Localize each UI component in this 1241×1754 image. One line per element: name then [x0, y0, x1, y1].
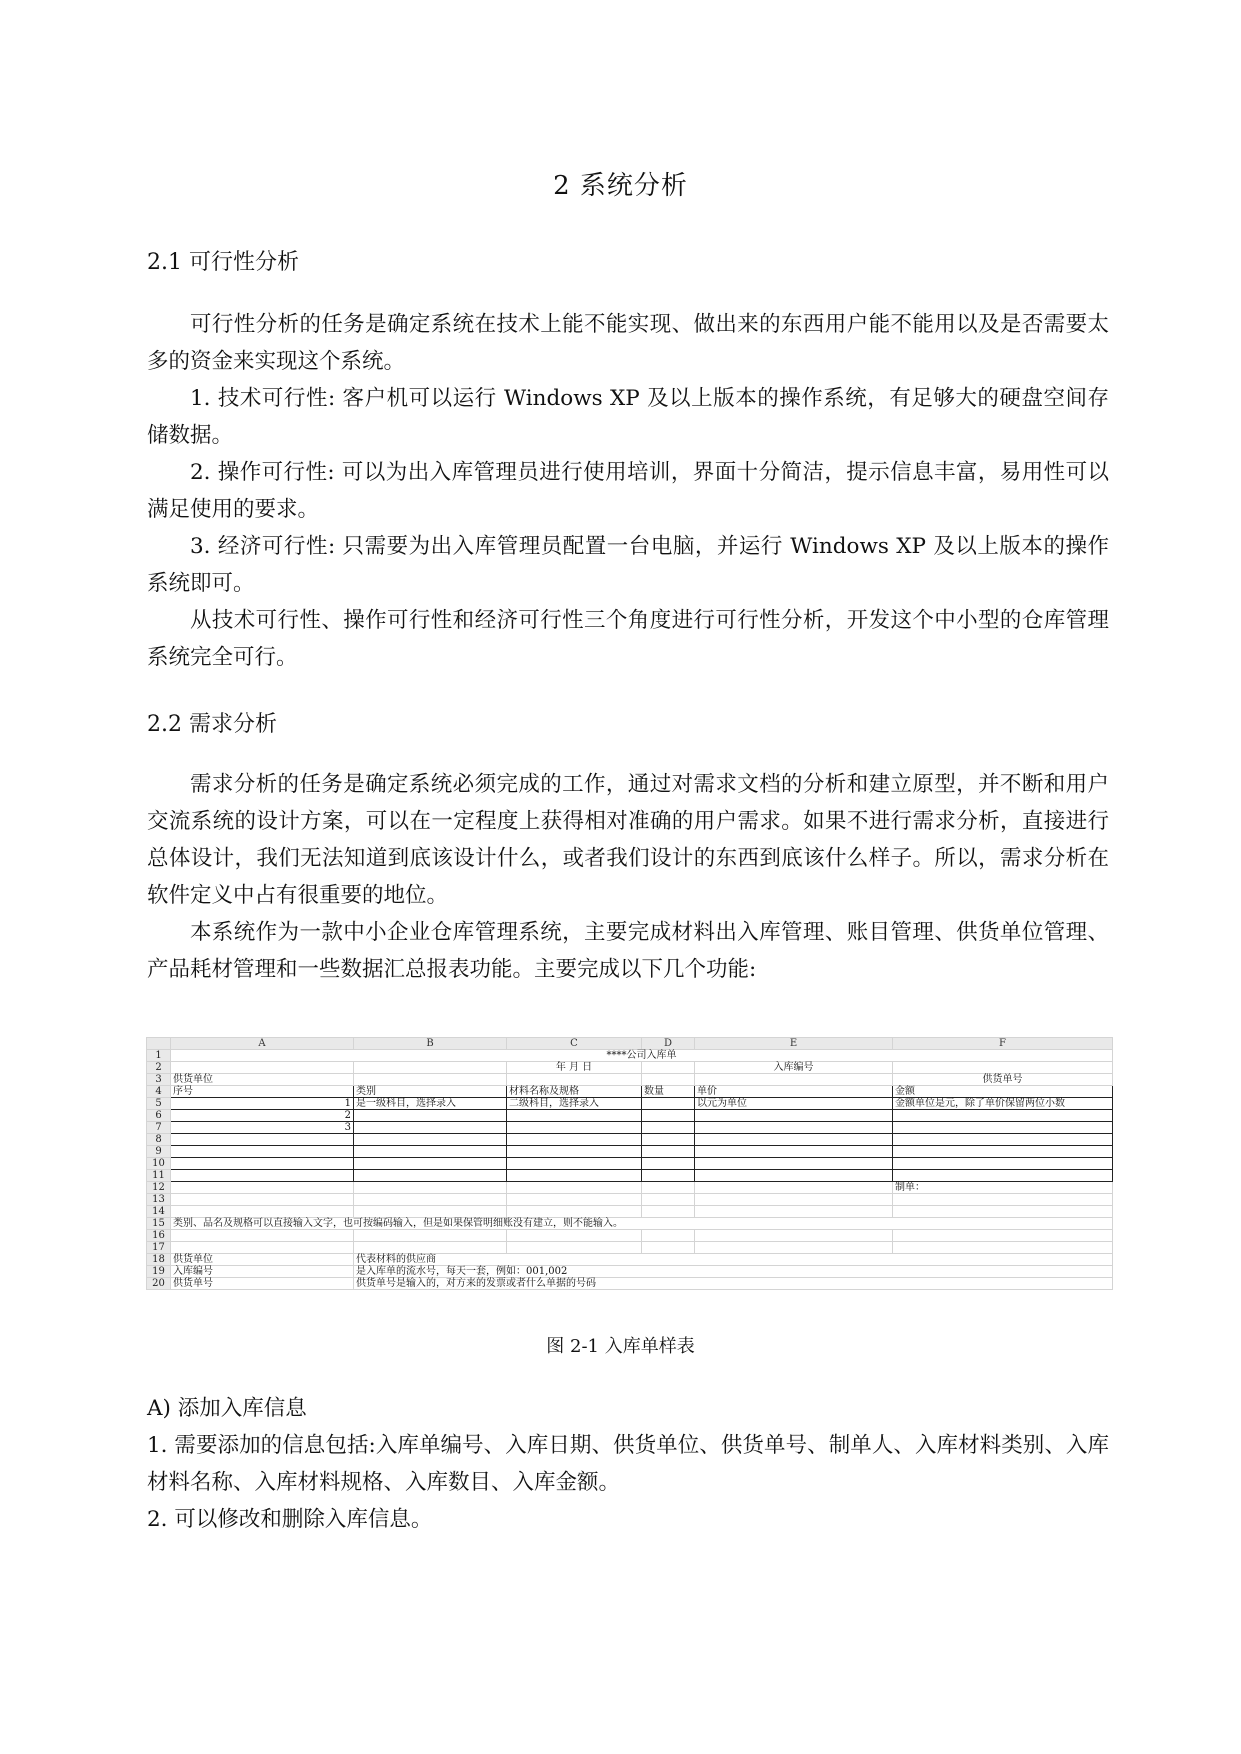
- row-number: 8: [147, 1134, 171, 1146]
- row-number: 18: [147, 1254, 171, 1266]
- col-header-c: C: [507, 1038, 642, 1050]
- section-a-heading: A) 添加入库信息: [147, 1396, 307, 1421]
- legend-term: 供货单位: [171, 1254, 354, 1266]
- header-quantity: 数量: [642, 1086, 695, 1098]
- col-header-e: E: [695, 1038, 893, 1050]
- row-number: 10: [147, 1158, 171, 1170]
- col-header-f: F: [893, 1038, 1113, 1050]
- figure-caption: 图 2-1 入库单样表: [546, 1336, 695, 1357]
- sheet-row: [147, 1278, 1113, 1290]
- header-amount: 金额: [893, 1086, 1113, 1098]
- feasibility-item-operational: 2. 操作可行性: 可以为出入库管理员进行使用培训，界面十分简洁，提示信息丰富，易用性可以满足使用的要求。: [147, 460, 1109, 522]
- sheet-row: [147, 1206, 1113, 1218]
- legend-desc: 供货单号是输入的，对方来的发票或者什么单据的号码: [354, 1278, 1113, 1290]
- row-number: 5: [147, 1098, 171, 1110]
- sheet-row: [147, 1062, 1113, 1074]
- section-heading-feasibility: 2.1 可行性分析: [147, 250, 299, 275]
- legend-term: 入库编号: [171, 1266, 354, 1278]
- row-number: 17: [147, 1242, 171, 1254]
- row-number: 2: [147, 1062, 171, 1074]
- section-heading-requirements: 2.2 需求分析: [147, 712, 277, 737]
- sheet-row: [147, 1242, 1113, 1254]
- legend-desc: 是入库单的流水号，每天一套，例如：001,002: [354, 1266, 1113, 1278]
- sheet-row: [147, 1098, 1113, 1110]
- row-number: 13: [147, 1194, 171, 1206]
- requirements-body: [147, 766, 1109, 988]
- header-seq: 序号: [171, 1086, 354, 1098]
- feasibility-body: [147, 306, 1109, 676]
- seq-cell: 2: [171, 1110, 354, 1122]
- sheet-row: [147, 1182, 1113, 1194]
- row-number: 7: [147, 1122, 171, 1134]
- sheet-row: [147, 1266, 1113, 1278]
- sheet-row: [147, 1074, 1113, 1086]
- corner-cell: [147, 1038, 171, 1050]
- feasibility-item-technical: 1. 技术可行性: 客户机可以运行 Windows XP 及以上版本的操作系统，有足够大的硬盘空间存储数据。: [147, 386, 1109, 448]
- sheet-row: [147, 1050, 1113, 1062]
- input-note: 类别、品名及规格可以直接输入文字，也可按编码输入，但是如果保管明细账没有建立，则不能输入。: [171, 1218, 1113, 1230]
- amount-note: 金额单位是元，除了单价保留两位小数: [893, 1098, 1113, 1110]
- sheet-row: [147, 1086, 1113, 1098]
- row-number: 12: [147, 1182, 171, 1194]
- sheet-row: [147, 1230, 1113, 1242]
- header-category: 类别: [354, 1086, 507, 1098]
- sheet-row: [147, 1158, 1113, 1170]
- sheet-row: [147, 1170, 1113, 1182]
- row-number: 4: [147, 1086, 171, 1098]
- sheet-row: [147, 1122, 1113, 1134]
- section-a-item-1: 1. 需要添加的信息包括:入库单编号、入库日期、供货单位、供货单号、制单人、入库材料类别、入库材料名称、入库材料规格、入库数目、入库金额。: [147, 1433, 1109, 1495]
- row-number: 6: [147, 1110, 171, 1122]
- header-unit-price: 单价: [695, 1086, 893, 1098]
- column-header-row: [147, 1038, 1113, 1050]
- legend-term: 供货单号: [171, 1278, 354, 1290]
- section-a-item-2: 2. 可以修改和删除入库信息。: [147, 1507, 433, 1532]
- sheet-row: [147, 1110, 1113, 1122]
- unit-price-note: 以元为单位: [695, 1098, 893, 1110]
- requirements-para-1: 需求分析的任务是确定系统必须完成的工作，通过对需求文档的分析和建立原型，并不断和用户交流系统的设计方案，可以在一定程度上获得相对准确的用户需求。如果不进行需求分析，直接进行总体设计，我们无法知道到底该设计什么，或者我们设计的东西到底该什么样子。所以，需求分析在软件定义中占有很重要的地位。: [147, 772, 1109, 908]
- row-number: 9: [147, 1146, 171, 1158]
- row-number: 15: [147, 1218, 171, 1230]
- sheet-row: [147, 1146, 1113, 1158]
- date-cell: 年 月 日: [507, 1062, 642, 1074]
- feasibility-conclusion: 从技术可行性、操作可行性和经济可行性三个角度进行可行性分析，开发这个中小型的仓库管理系统完全可行。: [147, 608, 1109, 670]
- row-number: 19: [147, 1266, 171, 1278]
- col-header-d: D: [642, 1038, 695, 1050]
- row-number: 14: [147, 1206, 171, 1218]
- sheet-row: [147, 1194, 1113, 1206]
- material-note: 二级科目，选择录入: [507, 1098, 642, 1110]
- supplier-label: 供货单位: [171, 1074, 354, 1086]
- category-note: 是一级科目，选择录入: [354, 1098, 507, 1110]
- sheet-row: [147, 1254, 1113, 1266]
- row-number: 16: [147, 1230, 171, 1242]
- row-number: 1: [147, 1050, 171, 1062]
- entry-no-label: 入库编号: [695, 1062, 893, 1074]
- requirements-para-2: 本系统作为一款中小企业仓库管理系统，主要完成材料出入库管理、账目管理、供货单位管理、产品耗材管理和一些数据汇总报表功能。主要完成以下几个功能:: [147, 920, 1109, 982]
- seq-cell: 3: [171, 1122, 354, 1134]
- sheet-row: [147, 1218, 1113, 1230]
- inbound-form-spreadsheet: [146, 1037, 1112, 1305]
- quantity-cell: [642, 1098, 695, 1110]
- form-title-cell: ****公司入库单: [171, 1050, 1113, 1062]
- col-header-a: A: [171, 1038, 354, 1050]
- chapter-title: 2 系统分析: [553, 171, 688, 201]
- feasibility-item-economic: 3. 经济可行性: 只需要为出入库管理员配置一台电脑，并运行 Windows XP 及以上版本的操作系统即可。: [147, 534, 1109, 596]
- row-number: 3: [147, 1074, 171, 1086]
- seq-cell: 1: [171, 1098, 354, 1110]
- section-a-body: [147, 1390, 1109, 1538]
- maker-label: 制单：: [893, 1182, 1113, 1194]
- legend-desc: 代表材料的供应商: [354, 1254, 1113, 1266]
- supplier-no-label: 供货单号: [893, 1074, 1113, 1086]
- row-number: 11: [147, 1170, 171, 1182]
- feasibility-intro: 可行性分析的任务是确定系统在技术上能不能实现、做出来的东西用户能不能用以及是否需要太多的资金来实现这个系统。: [147, 312, 1109, 374]
- row-number: 20: [147, 1278, 171, 1290]
- header-material: 材料名称及规格: [507, 1086, 642, 1098]
- sheet-row: [147, 1134, 1113, 1146]
- col-header-b: B: [354, 1038, 507, 1050]
